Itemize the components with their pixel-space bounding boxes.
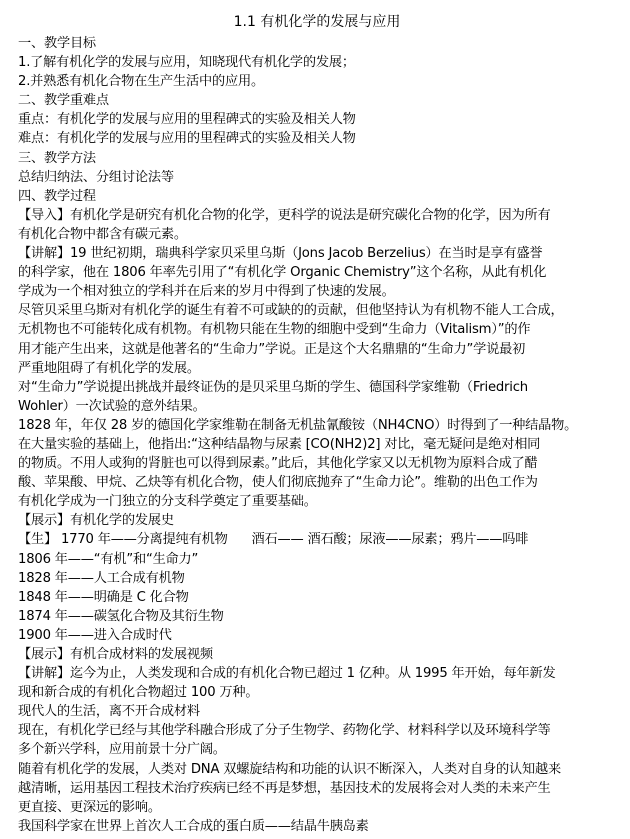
text-line: 【讲解】迄今为止，人类发现和合成的有机化合物已超过 1 亿种。从 1995 年开始，每年新发 (18, 666, 556, 682)
text-line: 1900 年——进入合成时代 (18, 627, 172, 643)
text-line: 2.并熟悉有机化合物在生产生活中的应用。 (18, 74, 264, 90)
text-line: 总结归纳法、分组讨论法等 (18, 169, 174, 185)
text-line: 【讲解】19 世纪初期，瑞典科学家贝采里乌斯（Jons Jacob Berzelius）在当时是享有盛誉 (18, 246, 543, 262)
text-line: 学成为一个相对独立的学科并在后来的岁月中得到了快速的发展。 (18, 284, 395, 300)
text-line: 的科学家，他在 1806 年率先引用了“有机化学 Organic Chemistry”这个名称，从此有机化 (18, 265, 547, 281)
text-line: 一、教学目标 (18, 36, 96, 51)
document-title: 1.1 有机化学的发展与应用 (233, 14, 401, 30)
text-line: 二、教学重难点 (18, 93, 109, 109)
text-line: 酸、苹果酸、甲烷、乙炔等有机化合物，使人们彻底抛弃了“生命力论”。维勒的出色工作为 (18, 475, 538, 491)
text-line: 【生】 1770 年——分离提纯有机物 酒石—— 酒石酸；尿液——尿素；鸦片——吗啡 (18, 532, 529, 548)
text-line: 无机物也不可能转化成有机物。有机物只能在生物的细胞中受到“生命力（Vitalism）”的作 (18, 322, 531, 338)
text-line: 有机化学成为一门独立的分支科学奠定了重要基础。 (18, 494, 317, 510)
text-line: 用才能产生出来，这就是他著名的“生命力”学说。正是这个大名鼎鼎的“生命力”学说最初 (18, 341, 526, 357)
text-line: 现和新合成的有机化合物超过 100 万种。 (18, 685, 259, 701)
text-line: 难点：有机化学的发展与应用的里程碑式的实验及相关人物 (18, 131, 356, 147)
text-line: 的物质。不用人或狗的肾脏也可以得到尿素。”此后，其他化学家又以无机物为原料合成了醋 (18, 456, 538, 472)
text-line: 三、教学方法 (18, 150, 96, 166)
text-line: 严重地阻碍了有机化学的发展。 (18, 360, 200, 376)
text-line: 多个新兴学科，应用前景十分广阔。 (18, 742, 226, 758)
text-line: 尽管贝采里乌斯对有机化学的诞生有着不可或缺的的贡献，但他坚持认为有机物不能人工合成， (18, 303, 564, 319)
text-line: 有机化合物中都含有碳元素。 (18, 226, 187, 242)
text-line: 1.了解有机化学的发展与应用，知晓现代有机化学的发展； (18, 55, 355, 71)
text-line: 1806 年——“有机”和“生命力” (18, 551, 199, 567)
text-line: 现代人的生活，离不开合成材料 (18, 704, 200, 720)
text-line: 重点：有机化学的发展与应用的里程碑式的实验及相关人物 (18, 112, 356, 128)
text-line: Wohler）一次试验的意外结果。 (18, 398, 206, 414)
text-line: 更直接、更深远的影响。 (18, 799, 161, 815)
text-line: 我国科学家在世界上首次人工合成的蛋白质——结晶牛胰岛素 (18, 818, 369, 834)
text-line: 1828 年——人工合成有机物 (18, 570, 185, 586)
text-line: 对“生命力”学说提出挑战并最终证伪的是贝采里乌斯的学生、德国科学家维勒（Friedrich (18, 379, 528, 395)
text-line: 1828 年，年仅 28 岁的德国化学家维勒在制备无机盐氰酸铵（NH4CNO）时得到了一种结晶物。 (18, 417, 578, 433)
text-line: 1874 年——碳氢化合物及其衍生物 (18, 608, 224, 624)
text-line: 1848 年——明确是 C 化合物 (18, 589, 189, 605)
text-line: 现在，有机化学已经与其他学科融合形成了分子生物学、药物化学、材料科学以及环境科学等 (18, 723, 551, 739)
text-line: 在大量实验的基础上，他指出:“这种结晶物与尿素 [CO(NH2)2] 对比，毫无疑问是绝对相同 (18, 436, 541, 452)
text-line: 【导入】有机化学是研究有机化合物的化学，更科学的说法是研究碳化合物的化学，因为所有 (18, 207, 551, 223)
text-line: 四、教学过程 (18, 188, 96, 204)
document-body (18, 34, 616, 836)
text-line: 随着有机化学的发展，人类对 DNA 双螺旋结构和功能的认识不断深入，人类对自身的认知越来 (18, 761, 561, 777)
text-line: 【展示】有机化学的发展史 (18, 513, 174, 529)
text-line: 越清晰，运用基因工程技术治疗疾病已经不再是梦想，基因技术的发展将会对人类的未来产生 (18, 780, 551, 796)
text-line: 【展示】有机合成材料的发展视频 (18, 647, 213, 662)
